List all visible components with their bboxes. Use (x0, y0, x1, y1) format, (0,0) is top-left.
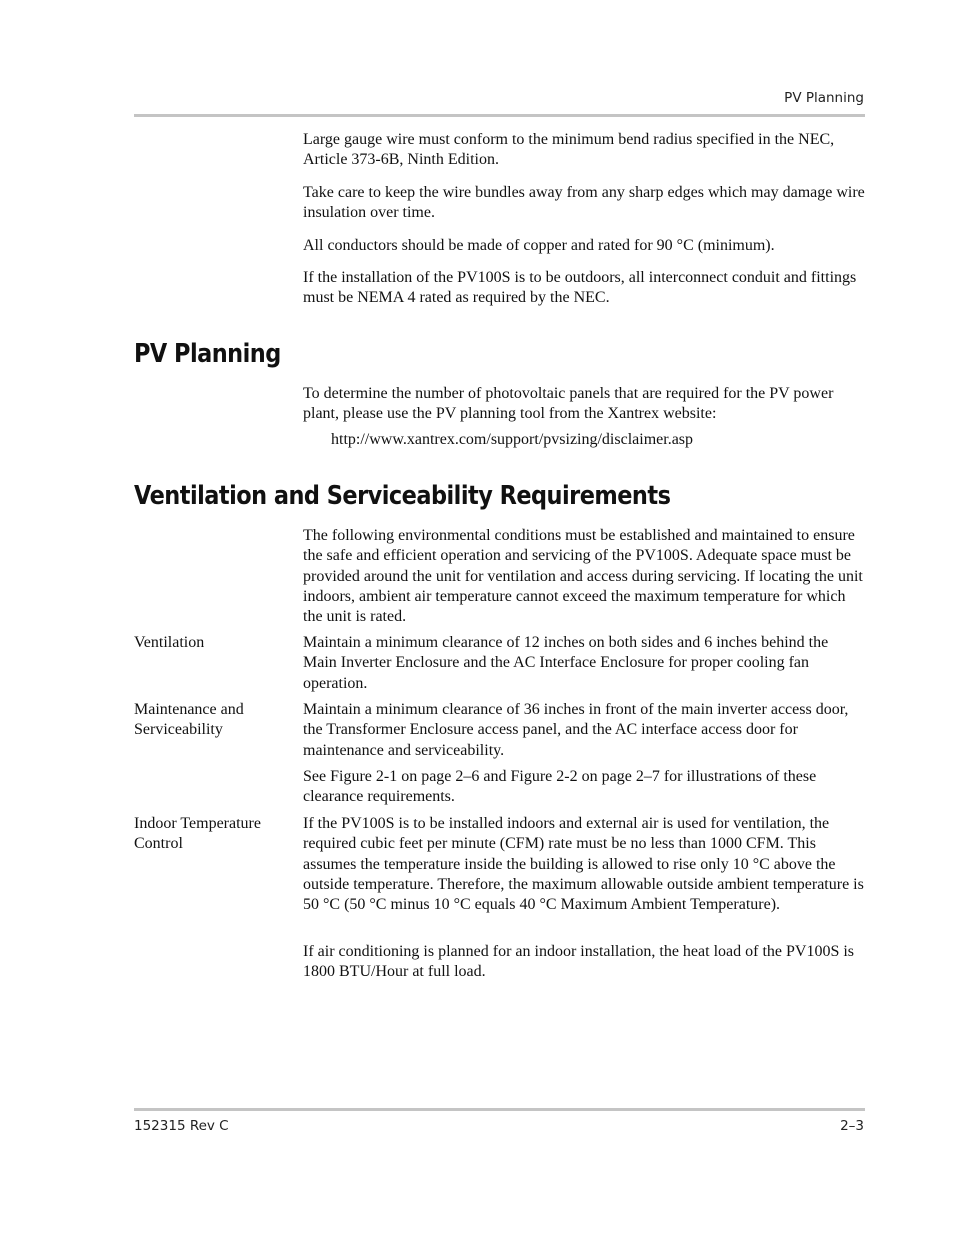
maintenance-paragraph-1: Maintain a minimum clearance of 36 inches in front of the main inverter access door, the Transformer Enclosure access panel, and the AC interface access door for maintenance and serviceability. (303, 701, 849, 759)
row-label-ventilation: Ventilation (134, 634, 205, 651)
page-number: 2–3 (840, 1118, 864, 1134)
intro-paragraph-4: If the installation of the PV100S is to be outdoors, all interconnect conduit and fittings must be NEMA 4 rated as required by the NEC. (303, 269, 857, 307)
ventilation-intro-paragraph: The following environmental conditions must be established and maintained to ensure the safe and efficient operation and servicing of the PV100S. Adequate space must be provided around the unit for ventilation and access during servicing. If locating the unit indoors, ambient air temperature cannot exceed the maximum temperature for which the unit is rated. (303, 527, 863, 626)
intro-paragraph-2: Take care to keep the wire bundles away from any sharp edges which may damage wire insulation over time. (303, 184, 865, 222)
intro-paragraph-1: Large gauge wire must conform to the minimum bend radius specified in the NEC, Article 373-6B, Ninth Edition. (303, 131, 835, 169)
section-heading-pv-planning: PV Planning (134, 339, 281, 369)
section-heading-ventilation: Ventilation and Serviceability Requirements (134, 481, 671, 511)
row-label-indoor-temperature: Indoor Temperature Control (134, 815, 261, 853)
indoor-temperature-paragraph-1: If the PV100S is to be installed indoors and external air is used for ventilation, the required cubic feet per minute (CFM) rate must be no less than 1000 CFM. This assumes the temperature inside the building is allowed to rise only 10 °C above the outside temperature. Therefore, the maximum allowable outside ambient temperature is 50 °C (50 °C minus 10 °C equals 40 °C Maximum Ambient Temperature). (303, 815, 864, 914)
intro-paragraph-3: All conductors should be made of copper and rated for 90 °C (minimum). (303, 237, 775, 254)
row-label-maintenance: Maintenance and Serviceability (134, 701, 244, 739)
indoor-temperature-paragraph-2: If air conditioning is planned for an indoor installation, the heat load of the PV100S is 1800 BTU/Hour at full load. (303, 943, 855, 981)
ventilation-paragraph: Maintain a minimum clearance of 12 inches on both sides and 6 inches behind the Main Inverter Enclosure and the AC Interface Enclosure for proper cooling fan operation. (303, 634, 829, 692)
pv-planning-paragraph: To determine the number of photovoltaic panels that are required for the PV power plant, please use the PV planning tool from the Xantrex website: (303, 385, 834, 423)
maintenance-paragraph-2: See Figure 2-1 on page 2–6 and Figure 2-2 on page 2–7 for illustrations of these clearance requirements. (303, 768, 817, 806)
pv-sizing-url[interactable]: http://www.xantrex.com/support/pvsizing/disclaimer.asp (331, 431, 694, 448)
running-head: PV Planning (784, 90, 864, 106)
document-number: 152315 Rev C (134, 1118, 229, 1134)
footer-rule (134, 1108, 865, 1111)
header-rule (134, 114, 865, 117)
